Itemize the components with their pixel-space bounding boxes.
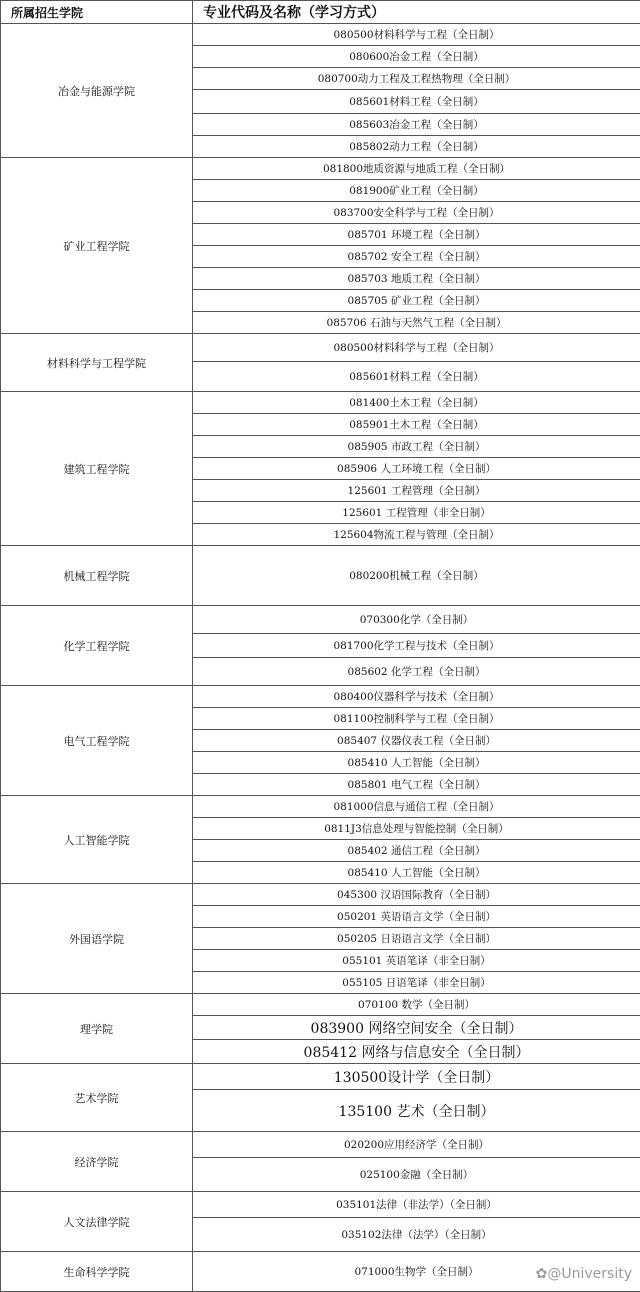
major-cell: 083700安全科学与工程（全日制）: [193, 202, 640, 224]
major-cell: 085602 化学工程（全日制）: [193, 658, 640, 686]
major-cell: 085705 矿业工程（全日制）: [193, 290, 640, 312]
college-cell: 经济学院: [1, 1132, 193, 1192]
major-cell: 085706 石油与天然气工程（全日制）: [193, 312, 640, 334]
college-cell: 冶金与能源学院: [1, 24, 193, 158]
major-cell: 0811J3信息处理与智能控制（全日制）: [193, 818, 640, 840]
college-cell: 机械工程学院: [1, 546, 193, 606]
table-row: [1, 994, 640, 1016]
major-cell: 081700化学工程与技术（全日制）: [193, 634, 640, 658]
major-cell: 125604物流工程与管理（全日制）: [193, 524, 640, 546]
major-cell: 085703 地质工程（全日制）: [193, 268, 640, 290]
table-row: [1, 796, 640, 818]
major-cell: 081400土木工程（全日制）: [193, 392, 640, 414]
major-cell: 083900 网络空间安全（全日制）: [193, 1016, 640, 1040]
major-cell: 085801 电气工程（全日制）: [193, 774, 640, 796]
college-cell: 生命科学学院: [1, 1252, 193, 1292]
major-cell: 080400仪器科学与技术（全日制）: [193, 686, 640, 708]
table-row: [1, 392, 640, 414]
major-cell: 055101 英语笔译（非全日制）: [193, 950, 640, 972]
watermark: ✿@University: [536, 1266, 632, 1282]
major-cell: 081900矿业工程（全日制）: [193, 180, 640, 202]
major-cell: 070300化学（全日制）: [193, 606, 640, 634]
major-cell: 085402 通信工程（全日制）: [193, 840, 640, 862]
major-cell: 080700动力工程及工程热物理（全日制）: [193, 68, 640, 90]
table-row: [1, 158, 640, 180]
college-cell: 化学工程学院: [1, 606, 193, 686]
major-cell: 085901土木工程（全日制）: [193, 414, 640, 436]
table-row: [1, 546, 640, 606]
table-row: [1, 24, 640, 46]
major-cell: 050201 英语语言文学（全日制）: [193, 906, 640, 928]
college-cell: 建筑工程学院: [1, 392, 193, 546]
major-cell: 130500设计学（全日制）: [193, 1064, 640, 1090]
major-cell: 055105 日语笔译（非全日制）: [193, 972, 640, 994]
major-cell: 085603冶金工程（全日制）: [193, 114, 640, 136]
major-cell: 025100金融（全日制）: [193, 1158, 640, 1192]
table-row: [1, 1132, 640, 1158]
major-cell: 085410 人工智能（全日制）: [193, 862, 640, 884]
college-cell: 外国语学院: [1, 884, 193, 994]
major-cell: 080500材料科学与工程（全日制）: [193, 334, 640, 362]
major-cell: 081000信息与通信工程（全日制）: [193, 796, 640, 818]
college-cell: 人工智能学院: [1, 796, 193, 884]
major-cell: 080600冶金工程（全日制）: [193, 46, 640, 68]
major-cell: 080500材料科学与工程（全日制）: [193, 24, 640, 46]
major-cell: 085905 市政工程（全日制）: [193, 436, 640, 458]
major-cell: 125601 工程管理（非全日制）: [193, 502, 640, 524]
major-cell: 085412 网络与信息安全（全日制）: [193, 1040, 640, 1064]
table-row: [1, 1064, 640, 1090]
college-cell: 人文法律学院: [1, 1192, 193, 1252]
major-cell: 070100 数学（全日制）: [193, 994, 640, 1016]
major-cell: 035101法律（非法学）（全日制）: [193, 1192, 640, 1218]
major-cell: 085802动力工程（全日制）: [193, 136, 640, 158]
major-cell: 085601材料工程（全日制）: [193, 90, 640, 114]
major-cell: 020200应用经济学（全日制）: [193, 1132, 640, 1158]
table-row: [1, 1192, 640, 1218]
college-cell: 理学院: [1, 994, 193, 1064]
header-row: [1, 1, 640, 24]
major-cell: 050205 日语语言文学（全日制）: [193, 928, 640, 950]
table-row: [1, 884, 640, 906]
header-major: 专业代码及名称（学习方式）: [193, 1, 640, 24]
college-cell: 材料科学与工程学院: [1, 334, 193, 392]
table-row: [1, 334, 640, 362]
major-cell: 085601材料工程（全日制）: [193, 362, 640, 392]
major-cell: 125601 工程管理（全日制）: [193, 480, 640, 502]
major-cell: 071000生物学（全日制）: [193, 1252, 640, 1292]
college-cell: 艺术学院: [1, 1064, 193, 1132]
major-cell: 085407 仪器仪表工程（全日制）: [193, 730, 640, 752]
table-row: [1, 686, 640, 708]
major-cell: 085906 人工环境工程（全日制）: [193, 458, 640, 480]
college-cell: 矿业工程学院: [1, 158, 193, 334]
major-cell: 035102法律（法学）（全日制）: [193, 1218, 640, 1252]
table-row: [1, 606, 640, 634]
major-cell: 135100 艺术（全日制）: [193, 1090, 640, 1132]
header-college: 所属招生学院: [1, 1, 193, 24]
major-cell: 085701 环境工程（全日制）: [193, 224, 640, 246]
major-cell: 081800地质资源与地质工程（全日制）: [193, 158, 640, 180]
major-cell: 085410 人工智能（全日制）: [193, 752, 640, 774]
table-body: [1, 24, 640, 1292]
major-cell: 081100控制科学与工程（全日制）: [193, 708, 640, 730]
major-cell: 080200机械工程（全日制）: [193, 546, 640, 606]
college-cell: 电气工程学院: [1, 686, 193, 796]
major-cell: 045300 汉语国际教育（全日制）: [193, 884, 640, 906]
major-cell: 085702 安全工程（全日制）: [193, 246, 640, 268]
